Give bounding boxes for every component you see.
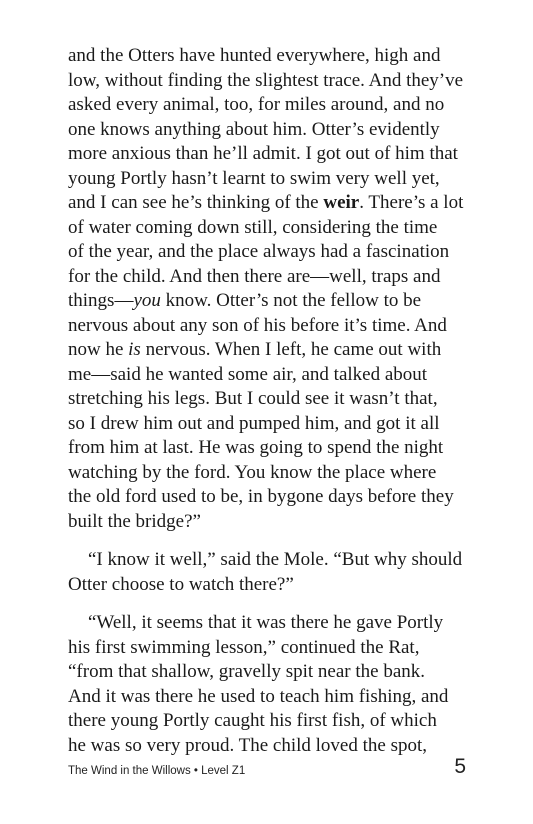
page-number: 5 xyxy=(454,755,466,778)
emphasis-italic: is xyxy=(128,339,141,360)
text-line: me—said he wanted some air, and talked about xyxy=(68,363,428,385)
text-line: there young Portly caught his first fish, of which xyxy=(68,710,437,731)
footer-book-title: The Wind in the Willows • Level Z1 xyxy=(68,765,246,777)
text-line: asked every animal, too, for miles around, and no xyxy=(68,94,445,115)
text-line: “Well, it seems that it was there he gave Portly xyxy=(88,612,444,633)
text-line: “from that shallow, gravelly spit near the bank. xyxy=(68,661,426,682)
text-line: more anxious than he’ll admit. I got out of him that xyxy=(68,143,458,164)
text-line: of water coming down still, considering the time xyxy=(68,216,438,238)
text-line: for the child. And then there are—well, traps and xyxy=(68,265,441,287)
text-line: Otter choose to watch there?” xyxy=(68,573,294,595)
paragraph-2 xyxy=(68,548,488,597)
text-line: watching by the ford. You know the place where xyxy=(68,461,437,483)
text-line: nervous about any son of his before it’s time. And xyxy=(68,314,447,336)
text-segment: things— xyxy=(68,290,134,311)
paragraph-3 xyxy=(68,611,488,758)
paragraph-1 xyxy=(68,44,488,534)
text-line xyxy=(68,191,488,216)
text-segment: now he xyxy=(68,339,129,360)
text-line: built the bridge?” xyxy=(68,510,201,532)
text-line: “I know it well,” said the Mole. “But why should xyxy=(88,549,463,570)
emphasis-italic: you xyxy=(133,290,161,311)
text-line: one knows anything about him. Otter’s evidently xyxy=(68,118,440,140)
text-segment: and I can see he’s thinking of the xyxy=(68,192,324,213)
text-line: so I drew him out and pumped him, and got it all xyxy=(68,412,440,434)
text-line xyxy=(68,338,488,363)
text-line: and the Otters have hunted everywhere, high and xyxy=(68,45,441,66)
text-segment: nervous. When I left, he came out with xyxy=(140,339,442,360)
text-line: from him at last. He was going to spend the night xyxy=(68,437,444,458)
text-line: of the year, and the place always had a fascination xyxy=(68,241,450,262)
text-line xyxy=(68,289,488,314)
text-line: the old ford used to be, in bygone days before they xyxy=(68,486,454,507)
text-line: he was so very proud. The child loved the spot, xyxy=(68,734,427,756)
text-segment: know. Otter’s not the fellow to be xyxy=(160,290,422,311)
body-text xyxy=(68,44,488,758)
text-line: low, without finding the slightest trace. And they’ve xyxy=(68,69,464,91)
text-line: And it was there he used to teach him fishing, and xyxy=(68,685,449,707)
emphasis-bold: weir xyxy=(323,192,360,213)
text-line: young Portly hasn’t learnt to swim very well yet, xyxy=(68,167,440,189)
text-line: his first swimming lesson,” continued the Rat, xyxy=(68,636,420,658)
text-segment: . There’s a lot xyxy=(359,192,464,213)
text-line: stretching his legs. But I could see it wasn’t that, xyxy=(68,388,438,409)
